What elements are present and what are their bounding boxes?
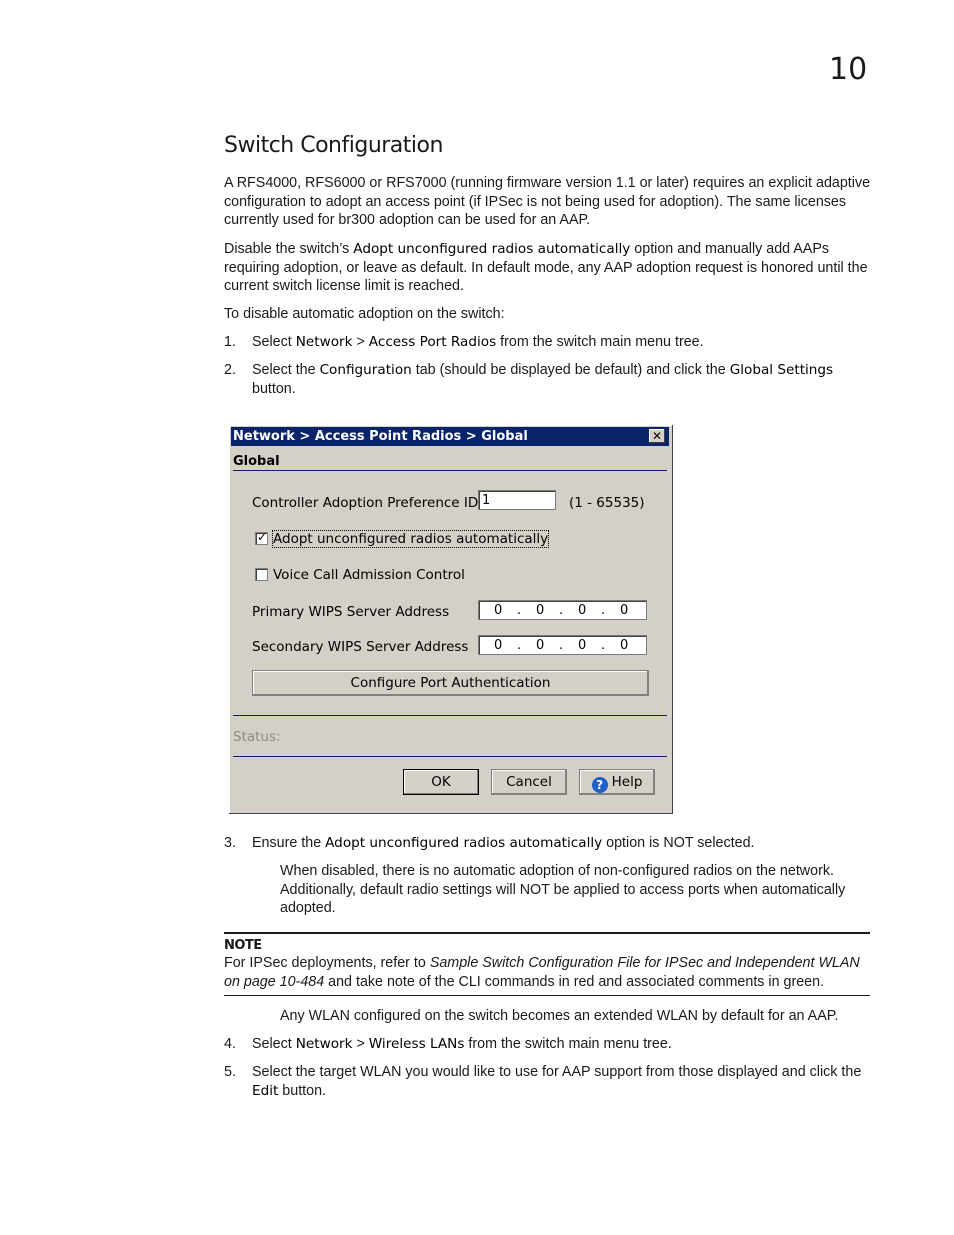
ui-term: Global Settings xyxy=(729,362,834,378)
ip-octet: 0 xyxy=(578,638,587,653)
voice-call-label[interactable]: Voice Call Admission Control xyxy=(273,567,465,583)
divider xyxy=(233,470,667,471)
ok-button[interactable]: OK xyxy=(403,769,479,795)
status-label: Status: xyxy=(233,729,281,745)
ip-octet: 0 xyxy=(620,603,629,618)
note-top-rule xyxy=(224,932,870,934)
preference-id-input[interactable] xyxy=(478,490,556,510)
step-5 xyxy=(252,1063,872,1100)
step-3 xyxy=(252,834,872,853)
note-label: NOTE xyxy=(224,938,262,953)
text: option and manually add AAPs requiring adoption, or leave as default. In default mode, any AAP adoption request is honored until the current switch license limit is reached. xyxy=(224,241,868,295)
secondary-wips-ip-input[interactable] xyxy=(478,635,647,655)
text: from the switch main menu tree. xyxy=(496,334,704,350)
configure-port-auth-button[interactable]: Configure Port Authentication xyxy=(252,670,649,696)
ip-octet: 0 xyxy=(536,603,545,618)
text: and take note of the CLI commands in red and associated comments in green. xyxy=(324,973,825,990)
close-icon[interactable]: ✕ xyxy=(649,429,665,443)
adopt-checkbox[interactable] xyxy=(255,532,268,545)
adopt-label[interactable]: Adopt unconfigured radios automatically xyxy=(273,531,549,547)
step-number: 4. xyxy=(224,1036,236,1052)
ui-term: Access Port Radios xyxy=(368,334,497,350)
note-reference: Sample Switch Configuration File for IPSec and Independent WLAN on page 10-484 xyxy=(224,955,860,990)
paragraph-intro: A RFS4000, RFS6000 or RFS7000 (running firmware version 1.1 or later) requires an explicit adaptive configuration to adopt an access point (if IPSec is not being used for adoption). The same licenses currently used for br300 adoption can be used for an AAP. xyxy=(224,175,871,229)
after-note-text: Any WLAN configured on the switch becomes an extended WLAN by default for an AAP. xyxy=(280,1008,839,1024)
text: Ensure the xyxy=(252,835,326,851)
ip-octet: 0 xyxy=(494,603,503,618)
step-1 xyxy=(252,333,872,352)
note-text xyxy=(224,954,870,991)
text: Select the xyxy=(252,362,320,378)
primary-wips-label: Primary WIPS Server Address xyxy=(252,604,450,620)
ip-octet: 0 xyxy=(578,603,587,618)
preference-id-range: (1 - 65535) xyxy=(569,495,645,511)
group-label: Global xyxy=(233,454,280,469)
ip-octet: 0 xyxy=(620,638,629,653)
ui-term: Network xyxy=(295,1036,353,1052)
global-settings-dialog xyxy=(229,425,673,814)
paragraph-disable xyxy=(224,240,874,296)
text: Select the target WLAN you would like to use for AAP support from those displayed and click the xyxy=(252,1064,862,1080)
ui-term: Adopt unconfigured radios automatically xyxy=(325,835,603,851)
text: tab (should be displayed be default) and click the xyxy=(411,362,730,378)
ip-octet: 0 xyxy=(494,638,503,653)
ui-term: Network xyxy=(295,334,353,350)
check-mark-icon: ✓ xyxy=(257,530,268,544)
preference-id-label: Controller Adoption Preference ID xyxy=(252,495,479,511)
chapter-number: 10 xyxy=(829,52,868,87)
ui-term: Edit xyxy=(252,1082,279,1099)
preference-id-value: 1 xyxy=(482,493,491,508)
ip-dot: . xyxy=(601,603,606,618)
step-number: 2. xyxy=(224,362,236,378)
note-bottom-rule xyxy=(224,995,870,996)
help-button[interactable] xyxy=(579,769,655,795)
cancel-button[interactable]: Cancel xyxy=(491,769,567,795)
primary-wips-ip-input[interactable] xyxy=(478,600,647,620)
text: Disable the switch’s xyxy=(224,241,354,257)
ip-octet: 0 xyxy=(536,638,545,653)
help-question-icon: ? xyxy=(592,777,608,793)
text: Select xyxy=(252,1036,296,1052)
text: > xyxy=(352,334,369,350)
ip-dot: . xyxy=(601,638,606,653)
ip-dot: . xyxy=(517,603,522,618)
step-number: 5. xyxy=(224,1064,236,1080)
ui-term: Adopt unconfigured radios automatically xyxy=(353,241,631,257)
ui-term: Wireless LANs xyxy=(368,1036,465,1052)
text: button. xyxy=(252,380,296,397)
voice-call-checkbox[interactable] xyxy=(255,568,268,581)
step-number: 1. xyxy=(224,334,236,350)
secondary-wips-label: Secondary WIPS Server Address xyxy=(252,639,469,655)
text: Select xyxy=(252,334,296,350)
ip-dot: . xyxy=(517,638,522,653)
paragraph-procedure-intro: To disable automatic adoption on the switch: xyxy=(224,306,505,322)
text: button. xyxy=(278,1082,327,1099)
help-label: Help xyxy=(611,774,643,790)
ip-dot: . xyxy=(559,638,564,653)
section-title: Switch Configuration xyxy=(224,133,443,158)
divider xyxy=(233,756,667,757)
step-4 xyxy=(252,1035,872,1054)
ip-dot: . xyxy=(559,603,564,618)
dialog-title: Network > Access Point Radios > Global xyxy=(233,429,528,444)
step-2 xyxy=(252,361,872,398)
ui-term: Configuration xyxy=(319,362,412,378)
step-3-detail: When disabled, there is no automatic adoption of non-configured radios on the network. Additionally, default radio settings will NOT be applied to access ports when automatically adopted. xyxy=(280,863,846,917)
text: > xyxy=(352,1036,369,1052)
divider xyxy=(233,715,667,716)
dialog-title-bar xyxy=(231,427,669,446)
text: from the switch main menu tree. xyxy=(464,1036,672,1052)
text: option is NOT selected. xyxy=(602,835,755,851)
step-number: 3. xyxy=(224,835,236,851)
text: For IPSec deployments, refer to xyxy=(224,955,430,971)
